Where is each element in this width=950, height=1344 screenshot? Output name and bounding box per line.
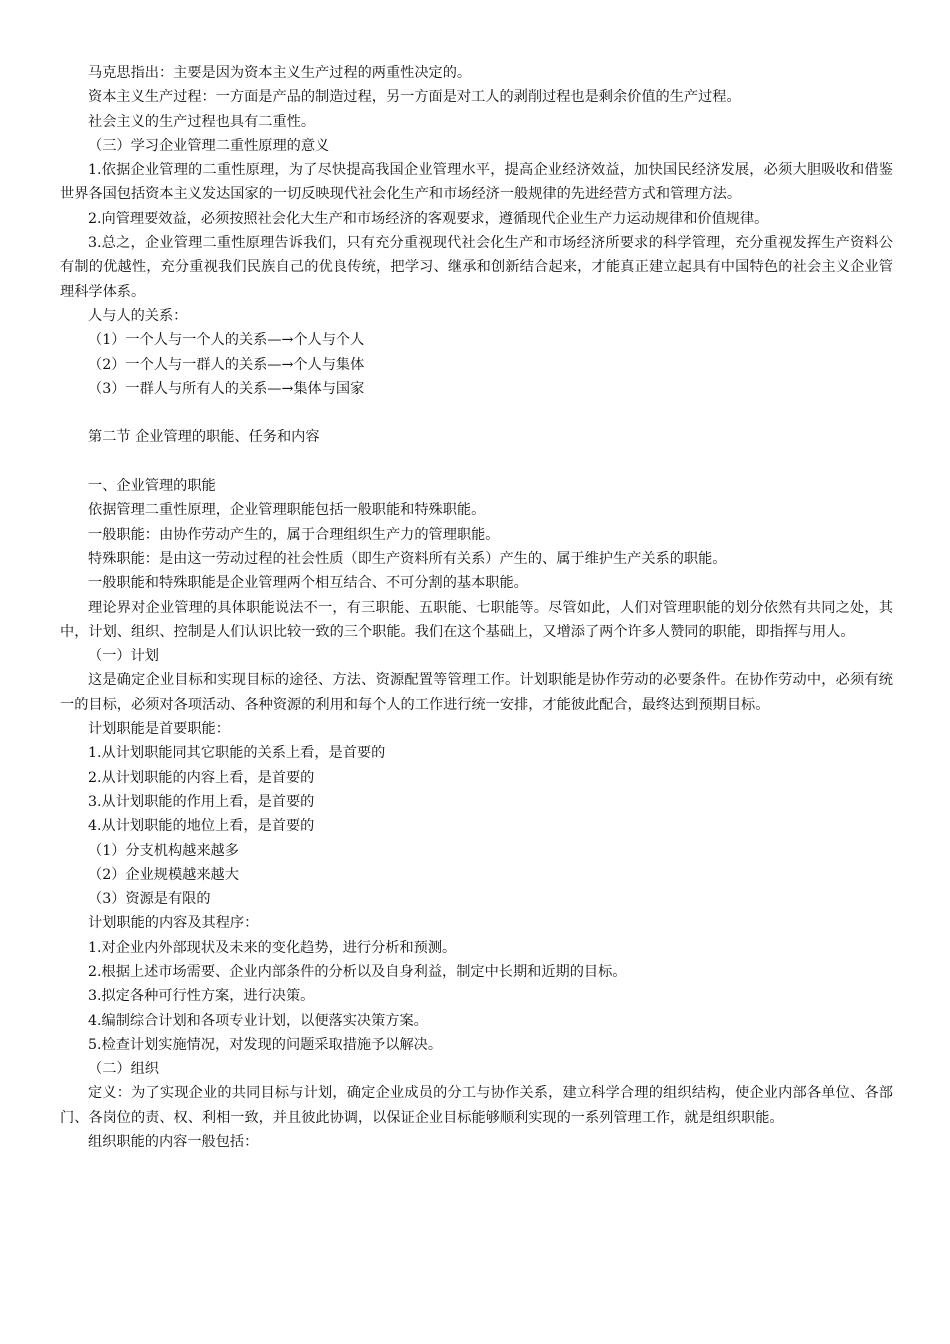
paragraph: 2.向管理要效益，必须按照社会化大生产和市场经济的客观要求，遵循现代企业生产力运动规律和价值规律。 [88, 210, 769, 227]
paragraph: 资本主义生产过程：一方面是产品的制造过程，另一方面是对工人的剥削过程也是剩余价值的生产过程。 [88, 89, 741, 106]
paragraph: （2）企业规模越来越大 [88, 866, 239, 883]
paragraph: 特殊职能：是由这一劳动过程的社会性质（即生产资料所有关系）产生的、属于维护生产关系的职能。 [88, 550, 727, 567]
paragraph: 一般职能和特殊职能是企业管理两个相互结合、不可分割的基本职能。 [88, 575, 528, 592]
paragraph: 3.总之，企业管理二重性原理告诉我们，只有充分重视现代社会化生产和市场经济所要求的科学管理，充分重视发挥生产资料公有制的优越性，充分重视我们民族自己的优良传统，把学习、继承和创新结合起来，才能真正建立起具有中国特色的社会主义企业管理科学体系。 [60, 235, 893, 300]
paragraph: 2.从计划职能的内容上看，是首要的 [88, 769, 315, 786]
paragraph: （1）一个人与一个人的关系—→个人与个人 [88, 332, 365, 349]
paragraph: 4.编制综合计划和各项专业计划，以便落实决策方案。 [88, 1012, 428, 1029]
paragraph: 1.从计划职能同其它职能的关系上看，是首要的 [88, 745, 386, 762]
paragraph: 计划职能是首要职能： [88, 721, 230, 738]
paragraph: 组织职能的内容一般包括： [88, 1134, 259, 1151]
section-heading: （一）计划 [88, 648, 159, 665]
paragraph: 4.从计划职能的地位上看，是首要的 [88, 818, 315, 835]
paragraph: 社会主义的生产过程也具有二重性。 [88, 113, 316, 130]
paragraph: 计划职能的内容及其程序： [88, 915, 259, 932]
paragraph: 这是确定企业目标和实现目标的途径、方法、资源配置等管理工作。计划职能是协作劳动的必要条件。在协作劳动中，必须有统一的目标，必须对各项活动、各种资源的利用和每个人的工作进行统一安排，才能彼此配合，最终达到预期目标。 [60, 672, 893, 713]
section-heading: 一、企业管理的职能 [88, 478, 216, 495]
section-heading: （二）组织 [88, 1061, 159, 1078]
paragraph: （3）资源是有限的 [88, 891, 211, 908]
paragraph: 依据管理二重性原理，企业管理职能包括一般职能和特殊职能。 [88, 502, 486, 519]
paragraph: （2）一个人与一群人的关系—→个人与集体 [88, 356, 365, 373]
blank-line [60, 401, 893, 425]
paragraph: 一般职能：由协作劳动产生的，属于合理组织生产力的管理职能。 [88, 526, 500, 543]
paragraph: （1）分支机构越来越多 [88, 842, 239, 859]
paragraph: 马克思指出：主要是因为资本主义生产过程的两重性决定的。 [88, 65, 472, 81]
paragraph: 人与人的关系： [88, 307, 188, 324]
paragraph: 2.根据上述市场需要、企业内部条件的分析以及自身利益，制定中长期和近期的目标。 [88, 963, 627, 980]
paragraph: 定义：为了实现企业的共同目标与计划，确定企业成员的分工与协作关系，建立科学合理的组织结构，使企业内部各单位、各部门、各岗位的责、权、利相一致，并且彼此协调，以保证企业目标能够顺利实现的一系列管理工作，就是组织职能。 [60, 1085, 893, 1126]
section-heading: （三）学习企业管理二重性原理的意义 [88, 137, 330, 154]
paragraph: 1.对企业内外部现状及未来的变化趋势，进行分析和预测。 [88, 939, 457, 956]
paragraph: 5.检查计划实施情况，对发现的问题采取措施予以解决。 [88, 1036, 443, 1053]
paragraph: 3.拟定各种可行性方案，进行决策。 [88, 988, 315, 1005]
blank-line [60, 450, 893, 474]
paragraph: （3）一群人与所有人的关系—→集体与国家 [88, 380, 365, 397]
paragraph: 3.从计划职能的作用上看，是首要的 [88, 793, 315, 810]
paragraph: 理论界对企业管理的具体职能说法不一，有三职能、五职能、七职能等。尽管如此，人们对管理职能的划分依然有共同之处，其中，计划、组织、控制是人们认识比较一致的三个职能。我们在这个基础上，又增添了两个许多人赞同的职能，即指挥与用人。 [60, 599, 893, 640]
section-heading: 第二节 企业管理的职能、任务和内容 [88, 429, 320, 446]
paragraph: 1.依据企业管理的二重性原理，为了尽快提高我国企业管理水平，提高企业经济效益，加快国民经济发展，必须大胆吸收和借鉴世界各国包括资本主义发达国家的一切反映现代社会化生产和市场经济一般规律的先进经营方式和管理方法。 [60, 162, 893, 203]
